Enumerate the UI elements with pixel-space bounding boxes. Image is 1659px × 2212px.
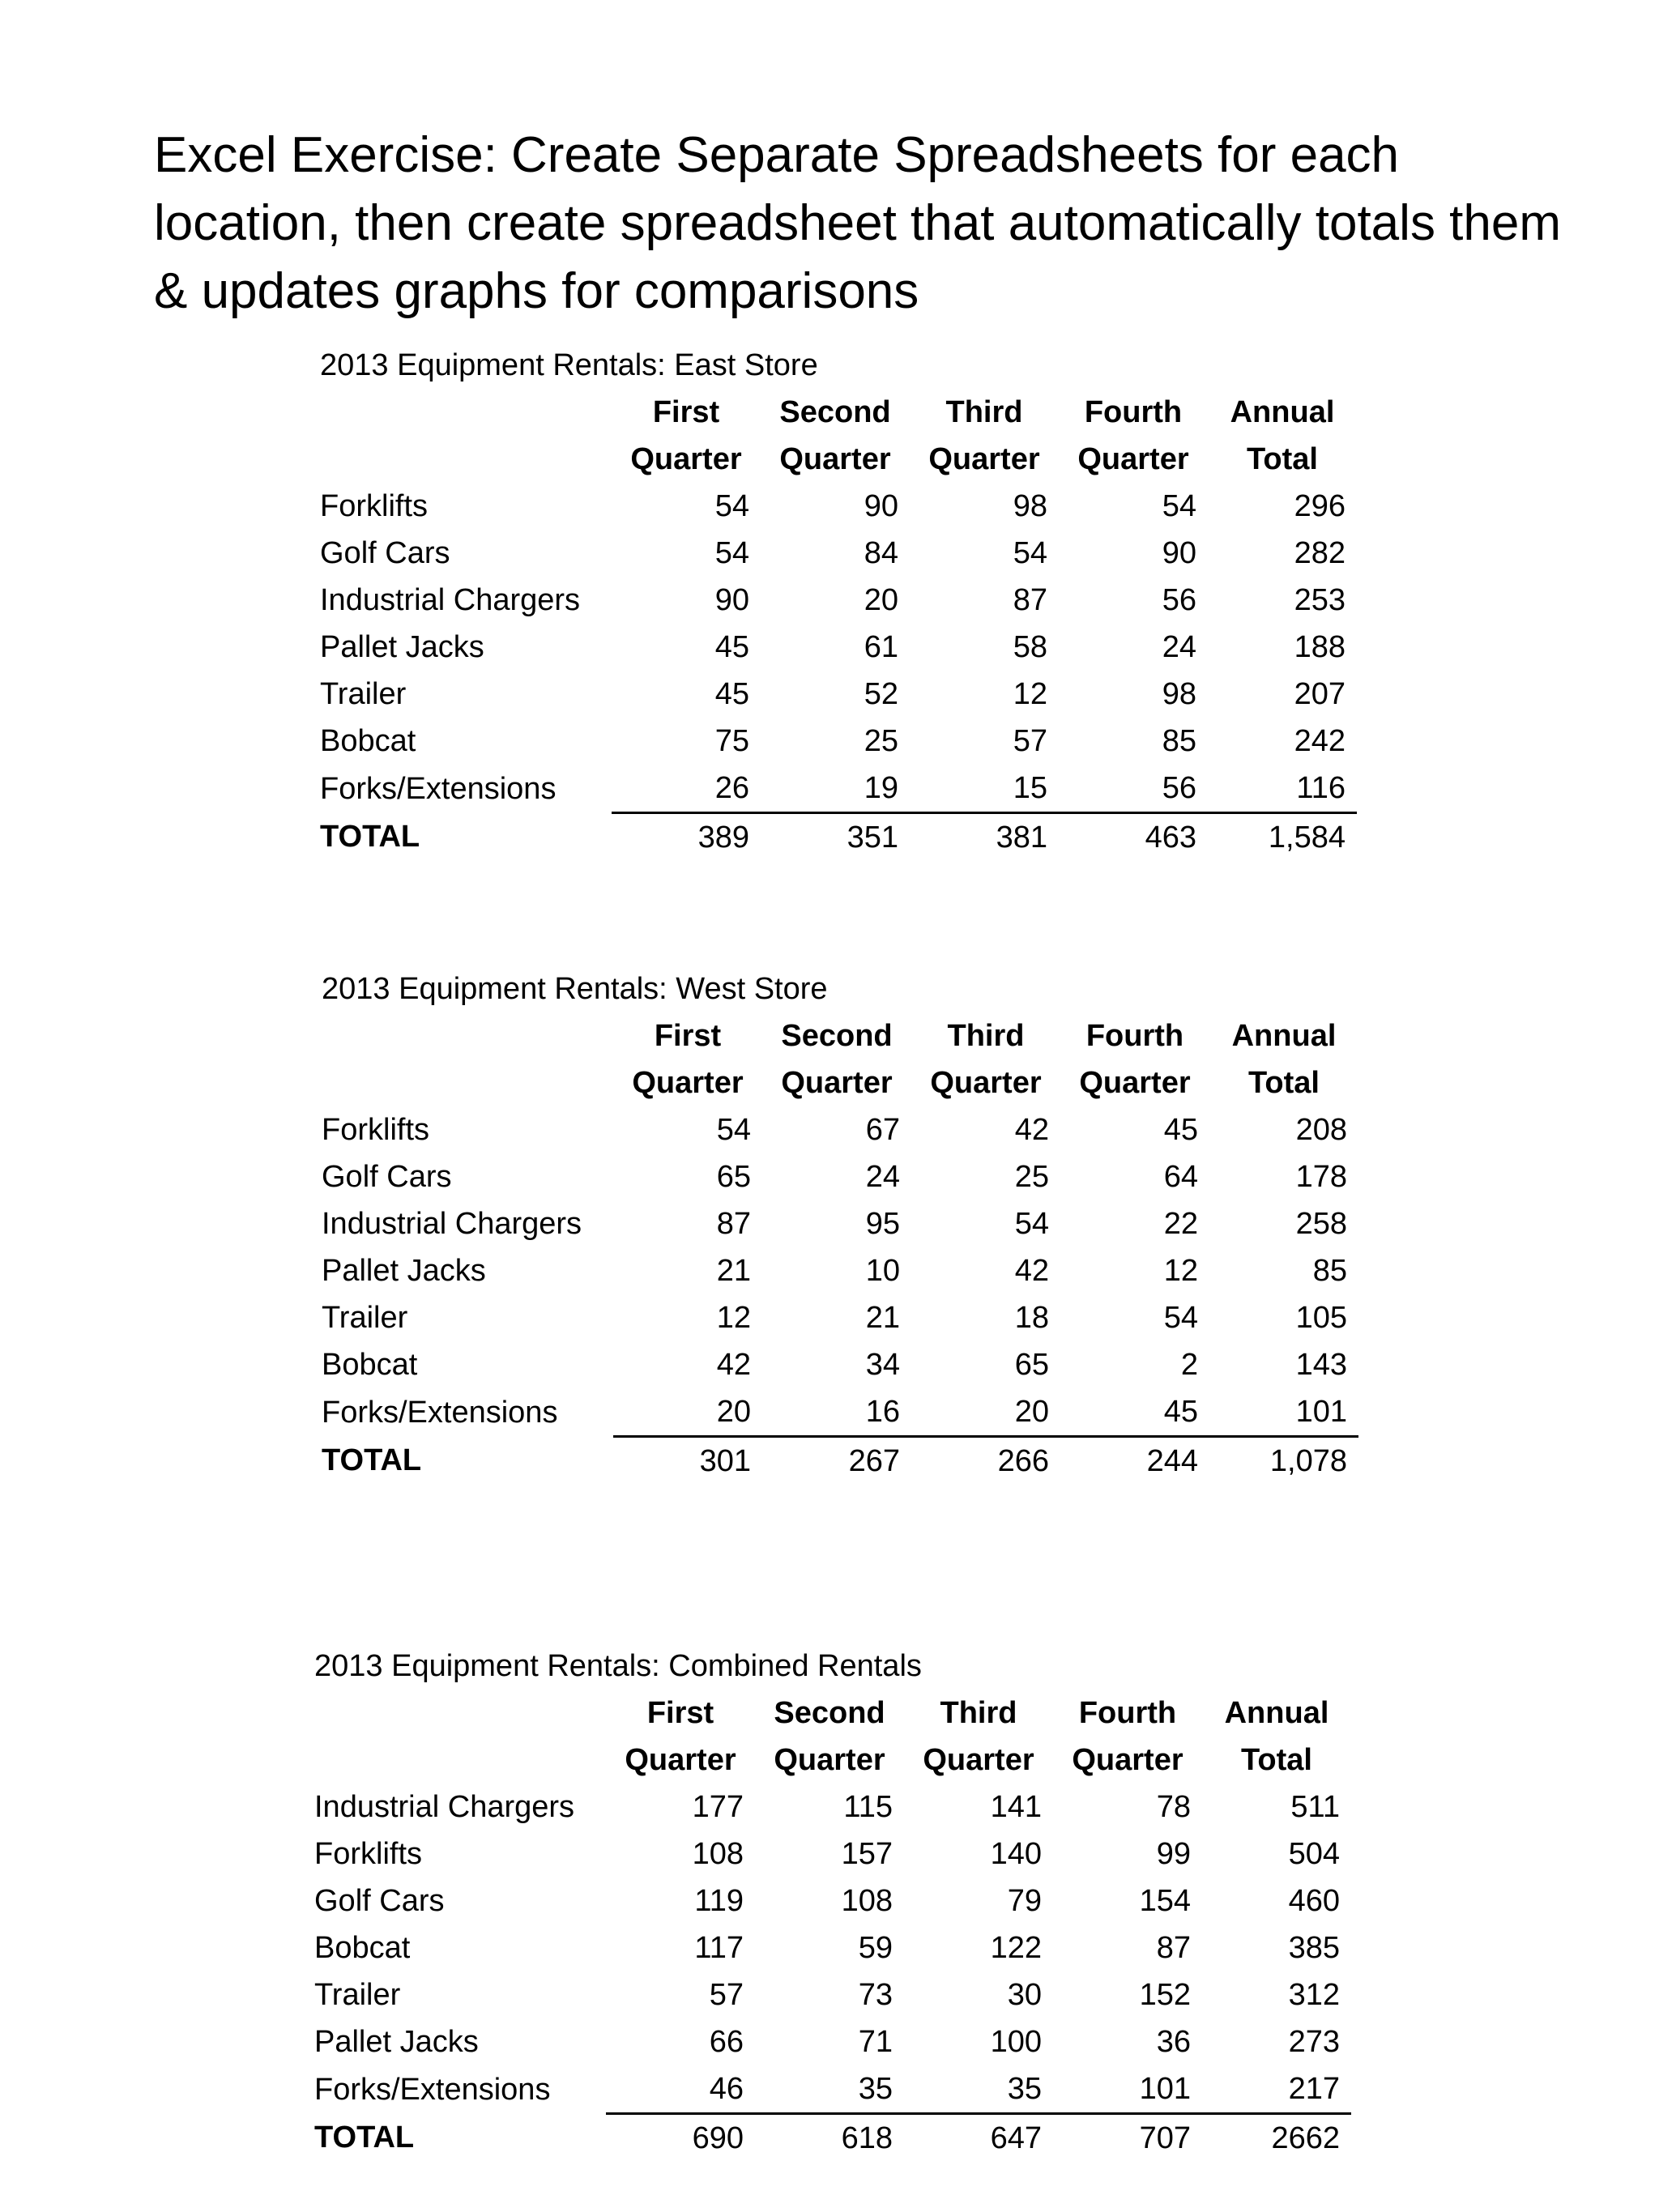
table-row [314, 1831, 1351, 1877]
row-label-forklifts: Forklifts [320, 489, 428, 523]
cell-second-quarter: 71 [858, 2025, 893, 2059]
page-title: Excel Exercise: Create Separate Spreadsheets for each location, then create spreadsheet that automatically totals them & updates graphs for comparisons [154, 127, 1561, 319]
table-row [322, 1106, 1358, 1153]
cell-annual-total: 460 [1288, 1884, 1340, 1918]
cell-annual-total: 253 [1294, 583, 1346, 617]
data-table [314, 1784, 1351, 2162]
table-row [320, 624, 1357, 671]
cell-annual-total: 85 [1312, 1254, 1347, 1288]
column-header-annual-total: Total [1241, 1743, 1312, 1777]
cell-second-quarter: 34 [865, 1348, 900, 1382]
table-row [314, 2018, 1351, 2065]
table-row [314, 1877, 1351, 1924]
column-header-row [322, 1012, 1375, 1059]
table-row [322, 1388, 1358, 1437]
cell-third-quarter: 98 [1013, 489, 1047, 523]
total-third-quarter: 266 [997, 1444, 1049, 1478]
table-row [320, 765, 1357, 813]
column-header-fourth-quarter: Quarter [1079, 1066, 1191, 1100]
total-annual-total: 2662 [1271, 2121, 1340, 2155]
cell-first-quarter: 108 [692, 1837, 744, 1871]
column-header-first-quarter: Quarter [630, 442, 742, 476]
column-header-annual-total: Annual [1230, 395, 1335, 429]
total-fourth-quarter: 463 [1145, 820, 1196, 855]
total-label: TOTAL [322, 1443, 422, 1478]
cell-annual-total: 116 [1208, 765, 1357, 813]
total-second-quarter: 618 [841, 2121, 893, 2155]
cell-third-quarter: 65 [1014, 1348, 1049, 1382]
cell-third-quarter: 122 [990, 1931, 1042, 1965]
cell-second-quarter: 95 [865, 1207, 900, 1241]
cell-second-quarter: 19 [761, 765, 910, 813]
cell-third-quarter: 57 [1013, 724, 1047, 758]
row-label-golf-cars: Golf Cars [320, 536, 450, 570]
cell-first-quarter: 119 [694, 1884, 744, 1918]
combined-rentals-sheet [314, 1643, 1367, 2162]
column-header-second-quarter: Second [781, 1019, 893, 1053]
column-header-fourth-quarter: Fourth [1078, 1696, 1177, 1730]
column-header-second-quarter: Second [774, 1696, 885, 1730]
column-header-second-quarter: Quarter [779, 442, 891, 476]
column-header-third-quarter: Quarter [928, 442, 1040, 476]
row-label-forklifts: Forklifts [314, 1837, 422, 1871]
row-label-forks-extensions: Forks/Extensions [322, 1395, 558, 1430]
cell-annual-total: 258 [1295, 1207, 1347, 1241]
cell-first-quarter: 20 [613, 1388, 762, 1437]
table-row [322, 1200, 1358, 1247]
table-row [314, 2065, 1351, 2114]
cell-annual-total: 143 [1295, 1348, 1347, 1382]
cell-fourth-quarter: 152 [1139, 1978, 1191, 2012]
cell-annual-total: 273 [1288, 2025, 1340, 2059]
cell-third-quarter: 20 [911, 1388, 1060, 1437]
column-header-third-quarter: Third [940, 1696, 1017, 1730]
cell-second-quarter: 35 [755, 2065, 904, 2114]
cell-third-quarter: 54 [1014, 1207, 1049, 1241]
cell-fourth-quarter: 101 [1053, 2065, 1202, 2114]
cell-first-quarter: 12 [716, 1301, 751, 1335]
total-first-quarter: 301 [699, 1444, 751, 1478]
column-header-second-quarter: Quarter [781, 1066, 893, 1100]
column-header-first-quarter: First [646, 1696, 714, 1730]
column-header-row [320, 389, 1373, 436]
column-header-fourth-quarter: Quarter [1077, 442, 1189, 476]
total-label: TOTAL [314, 2120, 415, 2155]
cell-fourth-quarter: 56 [1059, 765, 1208, 813]
cell-third-quarter: 42 [1014, 1113, 1049, 1147]
column-header-row [314, 1737, 1367, 1784]
cell-second-quarter: 108 [841, 1884, 893, 1918]
total-label: TOTAL [320, 820, 420, 855]
column-header-row [320, 436, 1373, 483]
cell-annual-total: 217 [1202, 2065, 1351, 2114]
total-fourth-quarter: 707 [1139, 2121, 1191, 2155]
cell-second-quarter: 115 [843, 1790, 893, 1824]
cell-fourth-quarter: 2 [1180, 1348, 1198, 1382]
row-label-forklifts: Forklifts [322, 1113, 429, 1147]
column-header-second-quarter: Second [779, 395, 891, 429]
cell-annual-total: 207 [1294, 677, 1346, 711]
cell-third-quarter: 35 [904, 2065, 1053, 2114]
table-row [320, 718, 1357, 765]
cell-second-quarter: 61 [864, 630, 898, 664]
row-label-forks-extensions: Forks/Extensions [320, 771, 557, 806]
total-row [320, 813, 1357, 862]
column-header-third-quarter: Quarter [930, 1066, 1042, 1100]
cell-first-quarter: 54 [714, 536, 749, 570]
table-row [322, 1153, 1358, 1200]
cell-third-quarter: 100 [990, 2025, 1042, 2059]
cell-third-quarter: 30 [1007, 1978, 1042, 2012]
data-table [322, 1106, 1358, 1485]
cell-second-quarter: 10 [865, 1254, 900, 1288]
column-header-second-quarter: Quarter [774, 1743, 885, 1777]
cell-second-quarter: 59 [858, 1931, 893, 1965]
column-header-row [322, 1059, 1375, 1106]
cell-fourth-quarter: 54 [1162, 489, 1196, 523]
cell-first-quarter: 90 [714, 583, 749, 617]
table-row [322, 1294, 1358, 1341]
total-fourth-quarter: 244 [1146, 1444, 1198, 1478]
cell-first-quarter: 42 [716, 1348, 751, 1382]
cell-first-quarter: 54 [714, 489, 749, 523]
cell-annual-total: 242 [1294, 724, 1346, 758]
row-label-pallet-jacks: Pallet Jacks [314, 2025, 479, 2059]
total-annual-total: 1,584 [1268, 820, 1346, 855]
cell-annual-total: 101 [1209, 1388, 1358, 1437]
column-header-fourth-quarter: Fourth [1084, 395, 1183, 429]
column-header-fourth-quarter: Quarter [1072, 1743, 1183, 1777]
cell-second-quarter: 20 [864, 583, 898, 617]
west-store-sheet [322, 965, 1375, 1485]
cell-fourth-quarter: 56 [1162, 583, 1196, 617]
east-store-sheet [320, 342, 1373, 861]
sheet-title: 2013 Equipment Rentals: East Store [320, 348, 818, 382]
column-header-third-quarter: Third [945, 395, 1023, 429]
total-third-quarter: 381 [996, 820, 1047, 855]
cell-fourth-quarter: 85 [1162, 724, 1196, 758]
cell-third-quarter: 25 [1014, 1160, 1049, 1194]
column-header-annual-total: Annual [1231, 1019, 1337, 1053]
cell-first-quarter: 66 [709, 2025, 744, 2059]
cell-fourth-quarter: 22 [1163, 1207, 1198, 1241]
table-row [320, 530, 1357, 577]
cell-third-quarter: 87 [1013, 583, 1047, 617]
cell-annual-total: 188 [1294, 630, 1346, 664]
cell-annual-total: 504 [1288, 1837, 1340, 1871]
column-header-first-quarter: First [652, 395, 720, 429]
table-row [314, 1784, 1351, 1831]
cell-fourth-quarter: 98 [1162, 677, 1196, 711]
cell-first-quarter: 45 [714, 630, 749, 664]
table-row [320, 671, 1357, 718]
cell-third-quarter: 15 [910, 765, 1059, 813]
row-label-golf-cars: Golf Cars [322, 1160, 452, 1194]
cell-fourth-quarter: 12 [1163, 1254, 1198, 1288]
column-header-first-quarter: Quarter [632, 1066, 744, 1100]
row-label-golf-cars: Golf Cars [314, 1884, 445, 1918]
row-label-bobcat: Bobcat [322, 1348, 418, 1382]
cell-annual-total: 511 [1290, 1790, 1340, 1824]
cell-first-quarter: 46 [606, 2065, 755, 2114]
cell-third-quarter: 12 [1013, 677, 1047, 711]
cell-third-quarter: 141 [990, 1790, 1042, 1824]
row-label-industrial-chargers: Industrial Chargers [314, 1790, 575, 1824]
total-third-quarter: 647 [990, 2121, 1042, 2155]
cell-second-quarter: 157 [841, 1837, 893, 1871]
cell-second-quarter: 90 [864, 489, 898, 523]
cell-fourth-quarter: 90 [1162, 536, 1196, 570]
cell-fourth-quarter: 87 [1156, 1931, 1191, 1965]
cell-annual-total: 282 [1294, 536, 1346, 570]
cell-annual-total: 312 [1288, 1978, 1340, 2012]
cell-annual-total: 385 [1288, 1931, 1340, 1965]
cell-first-quarter: 65 [716, 1160, 751, 1194]
cell-second-quarter: 16 [762, 1388, 911, 1437]
table-row [320, 483, 1357, 530]
sheet-title: 2013 Equipment Rentals: West Store [322, 972, 828, 1006]
cell-first-quarter: 54 [716, 1113, 751, 1147]
column-header-third-quarter: Quarter [923, 1743, 1034, 1777]
column-header-annual-total: Annual [1224, 1696, 1329, 1730]
total-row [322, 1437, 1358, 1485]
row-label-pallet-jacks: Pallet Jacks [322, 1254, 486, 1288]
cell-first-quarter: 177 [692, 1790, 744, 1824]
cell-first-quarter: 21 [716, 1254, 751, 1288]
total-annual-total: 1,078 [1269, 1444, 1347, 1478]
cell-third-quarter: 79 [1007, 1884, 1042, 1918]
total-second-quarter: 267 [848, 1444, 900, 1478]
cell-fourth-quarter: 54 [1163, 1301, 1198, 1335]
cell-annual-total: 208 [1295, 1113, 1347, 1147]
total-first-quarter: 389 [697, 820, 749, 855]
row-label-trailer: Trailer [314, 1978, 401, 2012]
cell-third-quarter: 58 [1013, 630, 1047, 664]
cell-fourth-quarter: 99 [1156, 1837, 1191, 1871]
cell-first-quarter: 75 [714, 724, 749, 758]
cell-annual-total: 296 [1294, 489, 1346, 523]
row-label-bobcat: Bobcat [320, 724, 416, 758]
total-row [314, 2114, 1351, 2163]
cell-second-quarter: 73 [858, 1978, 893, 2012]
row-label-trailer: Trailer [322, 1301, 408, 1335]
table-row [322, 1247, 1358, 1294]
cell-fourth-quarter: 45 [1060, 1388, 1209, 1437]
column-header-fourth-quarter: Fourth [1085, 1019, 1184, 1053]
column-header-first-quarter: Quarter [625, 1743, 736, 1777]
row-label-bobcat: Bobcat [314, 1931, 411, 1965]
cell-annual-total: 178 [1295, 1160, 1347, 1194]
table-row [314, 1971, 1351, 2018]
row-label-pallet-jacks: Pallet Jacks [320, 630, 484, 664]
cell-third-quarter: 140 [990, 1837, 1042, 1871]
cell-first-quarter: 117 [694, 1931, 744, 1965]
cell-fourth-quarter: 24 [1162, 630, 1196, 664]
column-header-row [314, 1690, 1367, 1737]
cell-fourth-quarter: 45 [1163, 1113, 1198, 1147]
cell-annual-total: 105 [1295, 1301, 1347, 1335]
row-label-industrial-chargers: Industrial Chargers [322, 1207, 582, 1241]
sheet-title: 2013 Equipment Rentals: Combined Rentals [314, 1649, 922, 1683]
column-header-first-quarter: First [654, 1019, 722, 1053]
cell-first-quarter: 57 [709, 1978, 744, 2012]
cell-fourth-quarter: 154 [1139, 1884, 1191, 1918]
cell-second-quarter: 25 [864, 724, 898, 758]
table-row [314, 1924, 1351, 1971]
cell-third-quarter: 42 [1014, 1254, 1049, 1288]
cell-second-quarter: 84 [864, 536, 898, 570]
cell-second-quarter: 21 [865, 1301, 900, 1335]
cell-fourth-quarter: 36 [1156, 2025, 1191, 2059]
row-label-forks-extensions: Forks/Extensions [314, 2072, 551, 2107]
cell-second-quarter: 52 [864, 677, 898, 711]
column-header-third-quarter: Third [947, 1019, 1025, 1053]
cell-first-quarter: 87 [716, 1207, 751, 1241]
cell-third-quarter: 18 [1014, 1301, 1049, 1335]
column-header-annual-total: Total [1248, 1066, 1320, 1100]
cell-second-quarter: 67 [865, 1113, 900, 1147]
table-row [320, 577, 1357, 624]
table-row [322, 1341, 1358, 1388]
cell-second-quarter: 24 [865, 1160, 900, 1194]
cell-third-quarter: 54 [1013, 536, 1047, 570]
total-second-quarter: 351 [847, 820, 898, 855]
row-label-industrial-chargers: Industrial Chargers [320, 583, 581, 617]
data-table [320, 483, 1357, 861]
cell-fourth-quarter: 64 [1163, 1160, 1198, 1194]
row-label-trailer: Trailer [320, 677, 407, 711]
column-header-annual-total: Total [1247, 442, 1318, 476]
cell-first-quarter: 45 [714, 677, 749, 711]
cell-first-quarter: 26 [612, 765, 761, 813]
cell-fourth-quarter: 78 [1156, 1790, 1191, 1824]
total-first-quarter: 690 [692, 2121, 744, 2155]
